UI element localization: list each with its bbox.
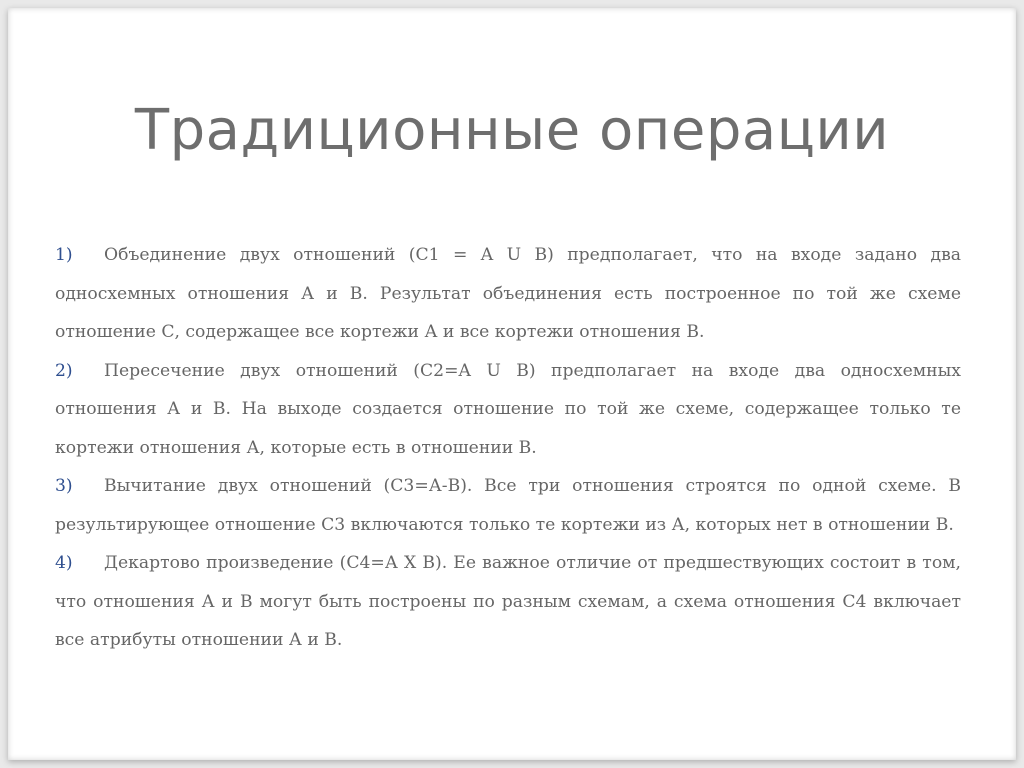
list-item-text: Пересечение двух отношений (С2=A U B) предполагает на входе два односхемных отношения А и В. На выходе создается отношение по той же схеме, содержащее только те кортежи отношения А, которые есть в отношении В. [55,360,961,458]
list-item [55,352,961,468]
list-item-text: Объединение двух отношений (С1 = A U B) предполагает, что на входе задано два односхемных отношения А и В. Результат объединения есть построенное по той же схеме отношение С, содержащее все кортежи А и все кортежи отношения В. [55,245,961,342]
list-item-text: Декартово произведение (С4=А Х В). Ее важное отличие от предшествующих состоит в том, что отношения А и В могут быть построены по разным схемам, а схема отношения С4 включает все атрибуты отношении А и В. [55,553,961,650]
list-item [55,467,961,544]
list-number: 3) [55,476,73,496]
list-number: 1) [55,245,73,265]
list-item-text: Вычитание двух отношений (С3=А-В). Все три отношения строятся по одной схеме. В результирующее отношение С3 включаются только те кортежи из А, которых нет в отношении В. [55,476,961,535]
list-item [55,544,961,660]
slide-body [55,236,961,660]
slide-title: Традиционные операции [134,98,890,163]
list-item [55,236,961,352]
list-number: 2) [55,360,73,381]
list-number: 4) [55,553,73,573]
